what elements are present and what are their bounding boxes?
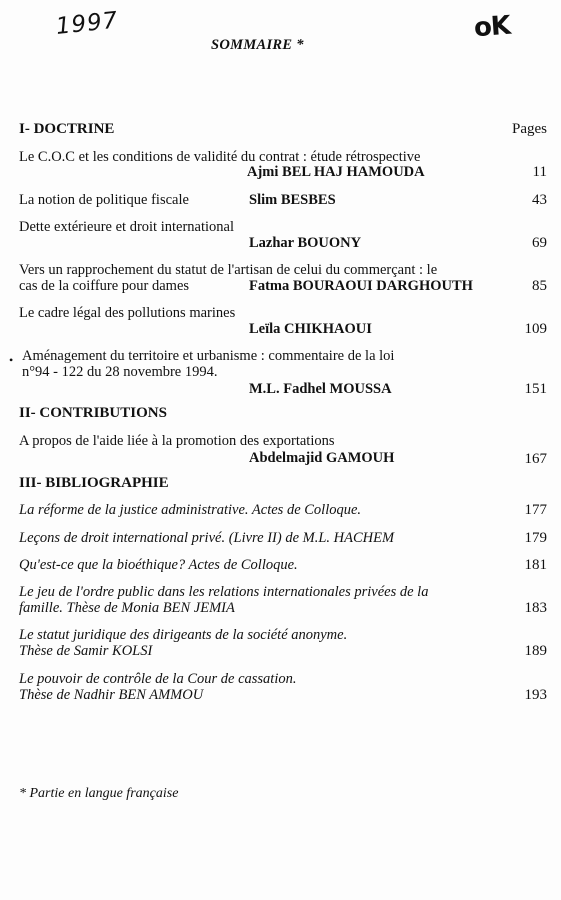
entry-title-line: Aménagement du territoire et urbanisme : commentaire de la loi <box>22 348 395 364</box>
entry-title-line: La notion de politique fiscale <box>19 192 189 208</box>
entry-author: Ajmi BEL HAJ HAMOUDA <box>247 164 425 180</box>
entry-title-line: Le pouvoir de contrôle de la Cour de cassation. <box>19 671 297 687</box>
entry-page-number: 183 <box>524 600 547 616</box>
stray-mark: • <box>9 353 14 367</box>
entry-title-line: Le C.O.C et les conditions de validité du contrat : étude rétrospective <box>19 149 421 165</box>
entry-title-line: Thèse de Nadhir BEN AMMOU <box>19 687 204 703</box>
entry-title-line: Le jeu de l'ordre public dans les relations internationales privées de la <box>19 584 429 600</box>
entry-title-line: Qu'est-ce que la bioéthique? Actes de Colloque. <box>19 557 298 573</box>
entry-title-line: Le statut juridique des dirigeants de la société anonyme. <box>19 627 348 643</box>
entry-title-line: Thèse de Samir KOLSI <box>19 643 153 659</box>
entry-page-number: 177 <box>524 502 547 518</box>
entry-page-number: 85 <box>532 278 547 294</box>
entry-author: Abdelmajid GAMOUH <box>249 450 395 466</box>
page-title: SOMMAIRE * <box>211 37 304 53</box>
handwritten-ok-mark: oK <box>472 10 512 44</box>
entry-title-line: famille. Thèse de Monia BEN JEMIA <box>19 600 235 616</box>
entry-page-number: 181 <box>524 557 547 573</box>
entry-title-line: Le cadre légal des pollutions marines <box>19 305 236 321</box>
entry-author: Leïla CHIKHAOUI <box>249 321 372 337</box>
entry-title-line: cas de la coiffure pour dames <box>19 278 190 294</box>
pages-column-label: Pages <box>512 121 547 137</box>
entry-page-number: 151 <box>524 381 547 397</box>
footnote: * Partie en langue française <box>19 786 179 801</box>
entry-author: Slim BESBES <box>249 192 336 208</box>
section-heading-doctrine: I- DOCTRINE <box>19 121 115 137</box>
entry-title-line: A propos de l'aide liée à la promotion des exportations <box>19 433 335 449</box>
entry-page-number: 193 <box>524 687 547 703</box>
entry-title-line: La réforme de la justice administrative. Actes de Colloque. <box>19 502 362 518</box>
entry-page-number: 179 <box>524 530 547 546</box>
entry-page-number: 167 <box>524 451 547 467</box>
entry-page-number: 69 <box>532 235 547 251</box>
entry-title-line: Leçons de droit international privé. (Livre II) de M.L. HACHEM <box>19 530 395 546</box>
entry-author: Lazhar BOUONY <box>249 235 362 251</box>
entry-page-number: 43 <box>532 192 547 208</box>
entry-title-line: n°94 - 122 du 28 novembre 1994. <box>22 364 218 380</box>
section-heading-bibliographie: III- BIBLIOGRAPHIE <box>19 475 169 491</box>
entry-author: Fatma BOURAOUI DARGHOUTH <box>249 278 473 294</box>
entry-page-number: 189 <box>524 643 547 659</box>
entry-title-line: Dette extérieure et droit international <box>19 219 234 235</box>
entry-author: M.L. Fadhel MOUSSA <box>249 381 392 397</box>
section-heading-contributions: II- CONTRIBUTIONS <box>19 405 167 421</box>
entry-page-number: 109 <box>524 321 547 337</box>
handwritten-year: 1997 <box>54 7 120 40</box>
entry-page-number: 11 <box>532 164 547 180</box>
entry-title-line: Vers un rapprochement du statut de l'artisan de celui du commerçant : le <box>19 262 438 278</box>
